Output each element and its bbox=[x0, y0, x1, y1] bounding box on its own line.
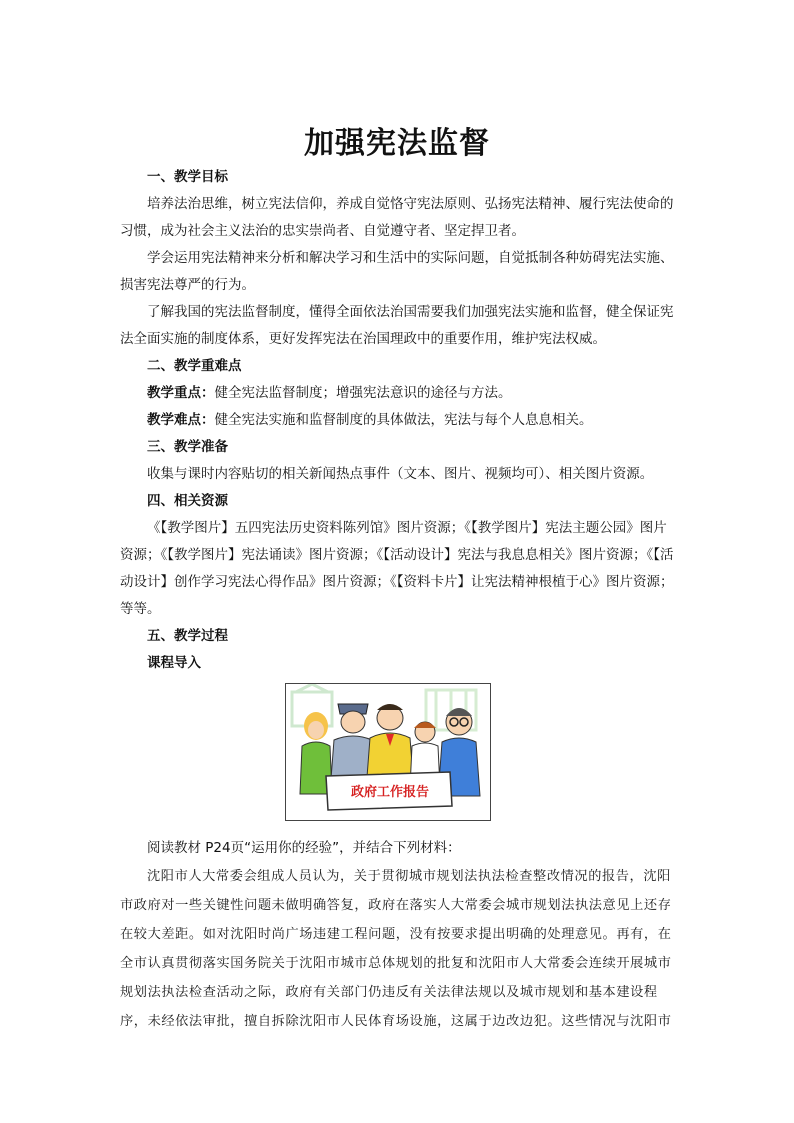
section-heading-goals: 一、教学目标 bbox=[147, 169, 228, 185]
section-heading-resources: 四、相关资源 bbox=[147, 493, 228, 509]
document-body bbox=[120, 164, 680, 1036]
goals-paragraph-3: 了解我国的宪法监督制度，懂得全面依法治国需要我们加强宪法实施和监督，健全保证宪法全面实施的制度体系，更好发挥宪法在治国理政中的重要作用，维护宪法权威。 bbox=[120, 304, 674, 347]
section-heading-keypoints: 二、教学重难点 bbox=[147, 358, 242, 374]
goals-paragraph-2: 学会运用宪法精神来分析和解决学习和生活中的实际问题，自觉抵制各种妨碍宪法实施、损害宪法尊严的行为。 bbox=[120, 250, 674, 293]
focus-label: 教学重点： bbox=[147, 385, 215, 401]
reading-intro: 阅读教材 P24页“运用你的经验”，并结合下列材料： bbox=[147, 840, 461, 856]
reading-material: 沈阳市人大常委会组成人员认为，关于贯彻城市规划法执法检查整改情况的报告，沈阳市政府对一些关键性问题未做明确答复，政府在落实人大常委会城市规划法执法意见上还存在较大差距。如对沈阳时尚广场违建工程问题，没有按要求提出明确的处理意见。再有，在全市认真贯彻落实国务院关于沈阳市城市总体规划的批复和沈阳市人大常委会连续开展城市规划法执法检查活动之际，政府有关部门仍违反有关法律法规以及城市规划和基本建设程序，未经依法审批，擅自拆除沈阳市人民体育场设施，这属于边改边犯。这些情况与沈阳市 bbox=[120, 869, 672, 1029]
goals-paragraph-1: 培养法治思维，树立宪法信仰，养成自觉恪守宪法原则、弘扬宪法精神、履行宪法使命的习惯，成为社会主义法治的忠实崇尚者、自觉遵守者、坚定捍卫者。 bbox=[120, 196, 674, 239]
difficulty-text: 健全宪法实施和监督制度的具体做法，宪法与每个人息息相关。 bbox=[214, 412, 593, 428]
cartoon-illustration bbox=[285, 683, 491, 821]
section-heading-process: 五、教学过程 bbox=[147, 628, 228, 644]
prep-paragraph: 收集与课时内容贴切的相关新闻热点事件（文本、图片、视频均可）、相关图片资源。 bbox=[147, 466, 654, 482]
resources-paragraph: 《【教学图片】五四宪法历史资料陈列馆》图片资源；《【教学图片】宪法主题公园》图片资源；《【教学图片】宪法诵读》图片资源；《【活动设计】宪法与我息息相关》图片资源；《【活动设计】创作学习宪法心得作品》图片资源；《【资料卡片】让宪法精神根植于心》图片资源；等等。 bbox=[120, 520, 674, 617]
lesson-intro-heading: 课程导入 bbox=[147, 655, 201, 671]
difficulty-line bbox=[147, 407, 680, 434]
cartoon-people-icon bbox=[286, 684, 490, 820]
difficulty-label: 教学难点： bbox=[147, 412, 215, 428]
page-title: 加强宪法监督 bbox=[304, 126, 490, 161]
focus-line bbox=[147, 380, 680, 407]
section-heading-prep: 三、教学准备 bbox=[147, 439, 228, 455]
banner-text: 政府工作报告 bbox=[350, 785, 430, 800]
focus-text: 健全宪法监督制度；增强宪法意识的途径与方法。 bbox=[214, 385, 512, 401]
